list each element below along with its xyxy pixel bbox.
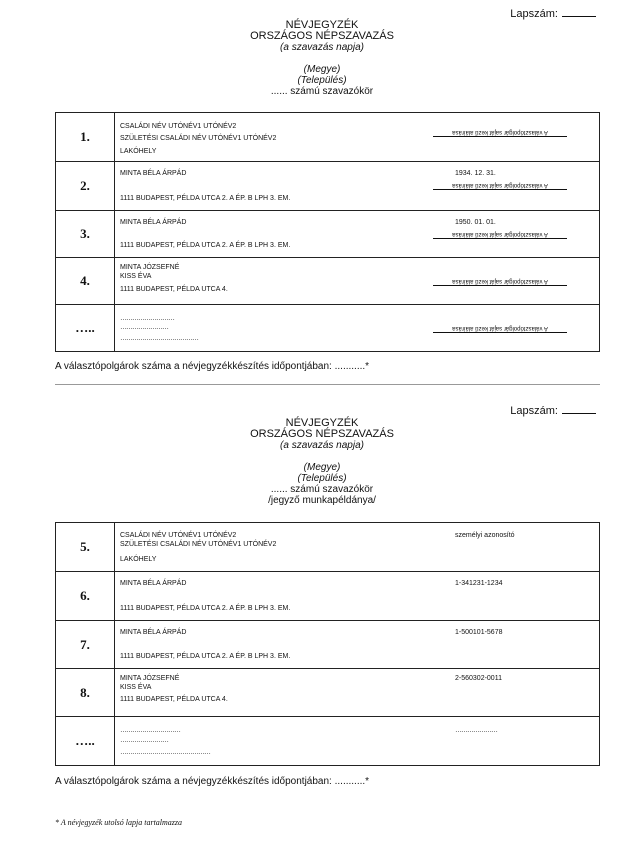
birth-name-line: SZÜLETÉSI CSALÁDI NÉV UTÓNÉV1 UTÓNÉV2 [120,541,277,548]
row-number: 5. [56,523,115,572]
table-row [56,113,600,162]
birth-date: 1950. 01. 01. [455,219,496,226]
name-line: MINTA JÓZSEFNÉ [120,264,180,271]
section-title: NÉVJEGYZÉK [285,417,359,429]
row-number: 4. [56,258,115,305]
signature-field: A választópolgár saját kezű aláírása [433,325,567,333]
address-line: 1111 BUDAPEST, PÉLDA UTCA 4. [120,286,228,293]
signature-field: A választópolgár saját kezű aláírása [433,231,567,239]
name-line: MINTA BÉLA ÁRPÁD [120,580,187,587]
row-number: 3. [56,211,115,258]
table-row [56,211,600,258]
page-number-label [510,6,596,20]
settlement-hint: (Település) [297,473,347,484]
blank-line: ………………………… [120,727,180,734]
name-line: CSALÁDI NÉV UTÓNÉV1 UTÓNÉV2 [120,532,237,539]
district-line: ...... számú szavazókör [270,484,374,495]
name-line: MINTA BÉLA ÁRPÁD [120,629,187,636]
address-line: 1111 BUDAPEST, PÉLDA UTCA 2. A ÉP. B LPH 3. EM. [120,653,291,660]
address-line: LAKÓHELY [120,148,157,155]
address-line: LAKÓHELY [120,556,157,563]
page-number-blank [562,403,596,414]
section-subtitle: ORSZÁGOS NÉPSZAVAZÁS [250,30,394,42]
county-hint: (Megye) [303,462,341,473]
section-subtitle: ORSZÁGOS NÉPSZAVAZÁS [250,428,394,440]
row-number: 8. [56,669,115,717]
signature-field: A választópolgár saját kezű aláírása [433,278,567,286]
clerk-copy-label: /jegyző munkapéldánya/ [268,495,376,506]
address-line: 1111 BUDAPEST, PÉLDA UTCA 2. A ÉP. B LPH 3. EM. [120,195,291,202]
personal-id: 1-341231-1234 [455,580,503,587]
birth-name-line: SZÜLETÉSI CSALÁDI NÉV UTÓNÉV1 UTÓNÉV2 [120,135,277,142]
section-2-header [0,418,644,506]
personal-id: személyi azonosító [455,532,515,539]
footnote: * A névjegyzék utolsó lapja tartalmazza [55,818,183,827]
personal-id: 2-560302-0011 [455,675,502,682]
birth-name-line: KISS ÉVA [120,273,152,280]
address-line: 1111 BUDAPEST, PÉLDA UTCA 2. A ÉP. B LPH 3. EM. [120,242,291,249]
table-row [56,258,600,305]
address-line: 1111 BUDAPEST, PÉLDA UTCA 2. A ÉP. B LPH 3. EM. [120,605,291,612]
table-row [56,621,600,669]
lapszam-text: Lapszám: [510,8,558,20]
row-number: 1. [56,113,115,162]
birth-date: 1934. 12. 31. [455,170,496,177]
row-number: ….. [56,717,115,766]
signature-field: A választópolgár saját kezű aláírása [433,182,567,190]
blank-line: ………………………………… [120,335,198,342]
page-number-label [510,403,596,417]
row-number: 6. [56,572,115,621]
name-line: CSALÁDI NÉV UTÓNÉV1 UTÓNÉV2 [120,123,237,130]
birth-name-line: KISS ÉVA [120,684,152,691]
blank-line: ……………………… [120,315,174,322]
page-number-blank [562,6,596,17]
register-table-2 [55,522,600,766]
signature-field: A választópolgár saját kezű aláírása [433,129,567,137]
table-row [56,717,600,766]
blank-line: ……………………………………… [120,749,210,756]
name-line: MINTA BÉLA ÁRPÁD [120,219,187,226]
row-number: 2. [56,162,115,211]
blank-line: …………………… [120,737,168,744]
settlement-hint: (Település) [297,75,347,86]
personal-id: 1-500101-5678 [455,629,503,636]
lapszam-text: Lapszám: [510,405,558,417]
voter-count-line: A választópolgárok száma a névjegyzékkészítés időpontjában: ...........* [55,361,370,372]
blank-id-line: ………………… [455,727,497,734]
row-number: ….. [56,305,115,352]
district-line: ...... számú szavazókör [270,86,374,97]
date-hint: (a szavazás napja) [280,440,364,451]
address-line: 1111 BUDAPEST, PÉLDA UTCA 4. [120,696,228,703]
name-line: MINTA JÓZSEFNÉ [120,675,180,682]
row-number: 7. [56,621,115,669]
table-row [56,572,600,621]
table-row [56,305,600,352]
section-title: NÉVJEGYZÉK [285,19,359,31]
table-row [56,669,600,717]
date-hint: (a szavazás napja) [280,42,364,53]
voter-count-line: A választópolgárok száma a névjegyzékkészítés időpontjában: ...........* [55,776,370,787]
table-row [56,162,600,211]
name-line: MINTA BÉLA ÁRPÁD [120,170,187,177]
blank-line: …………………… [120,324,168,331]
table-row [56,523,600,572]
county-hint: (Megye) [303,64,341,75]
section-divider [55,384,600,385]
section-1-header [0,20,644,97]
register-table-1 [55,112,600,352]
